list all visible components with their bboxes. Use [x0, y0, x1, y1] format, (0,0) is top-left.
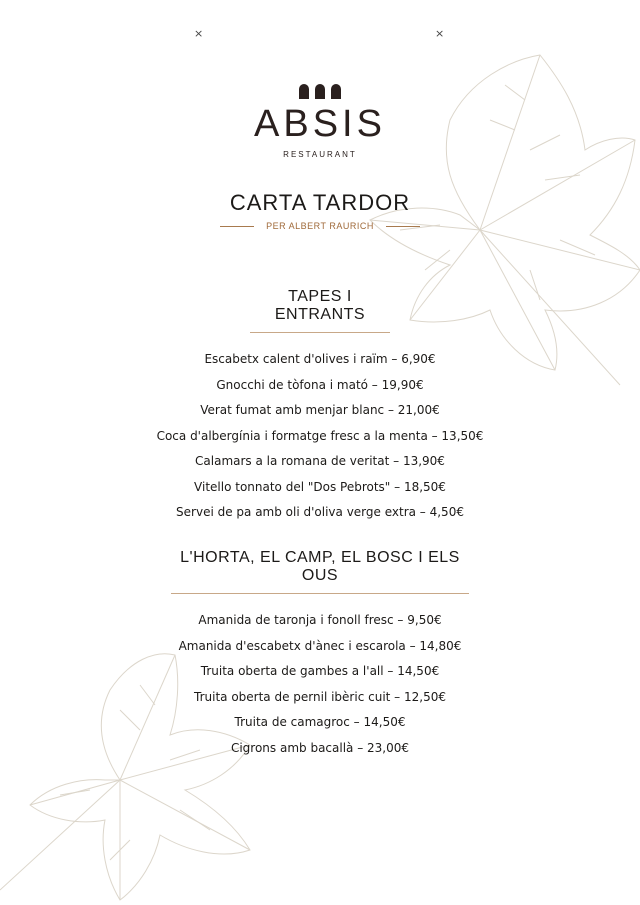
author-row	[0, 221, 640, 231]
brand-subtitle: RESTAURANT	[283, 150, 357, 159]
menu-title: CARTA TARDOR	[229, 190, 411, 215]
crop-mark-left: ×	[194, 27, 204, 40]
menu-item: Coca d'albergínia i formatge fresc a la menta – 13,50€	[156, 428, 484, 443]
arches-icon	[0, 84, 640, 100]
divider-left	[220, 226, 254, 227]
crop-mark-right: ×	[435, 27, 445, 40]
menu-item: Truita oberta de pernil ibèric cuit – 12,50€	[194, 689, 446, 704]
menu-author: PER ALBERT RAURICH	[266, 221, 374, 231]
menu-item: Vitello tonnato del "Dos Pebrots" – 18,50€	[194, 479, 446, 494]
section-tapes	[0, 288, 640, 526]
menu-item: Escabetx calent d'olives i raïm – 6,90€	[204, 352, 436, 366]
brand-name: ABSIS	[254, 103, 386, 145]
menu-item: Cigrons amb bacallà – 23,00€	[230, 740, 410, 755]
restaurant-logo	[0, 84, 640, 159]
menu-item-list	[0, 347, 640, 526]
section-heading: TAPES I ENTRANTS	[250, 288, 390, 333]
menu-title-block	[0, 190, 640, 231]
divider-right	[386, 226, 420, 227]
section-horta	[0, 549, 640, 761]
menu-item: Verat fumat amb menjar blanc – 21,00€	[200, 403, 440, 417]
menu-item-list	[0, 608, 640, 761]
menu-item: Gnocchi de tòfona i mató – 19,90€	[216, 377, 424, 392]
section-heading: L'HORTA, EL CAMP, EL BOSC I ELS OUS	[171, 549, 469, 594]
menu-item: Amanida d'escabetx d'ànec i escarola – 14,80€	[178, 638, 462, 653]
menu-item: Truita de camagroc – 14,50€	[234, 715, 406, 729]
menu-item: Amanida de taronja i fonoll fresc – 9,50€	[198, 613, 442, 627]
menu-item: Servei de pa amb oli d'oliva verge extra – 4,50€	[176, 505, 464, 519]
menu-item: Truita oberta de gambes a l'all – 14,50€	[200, 664, 440, 678]
menu-item: Calamars a la romana de veritat – 13,90€	[195, 454, 445, 468]
